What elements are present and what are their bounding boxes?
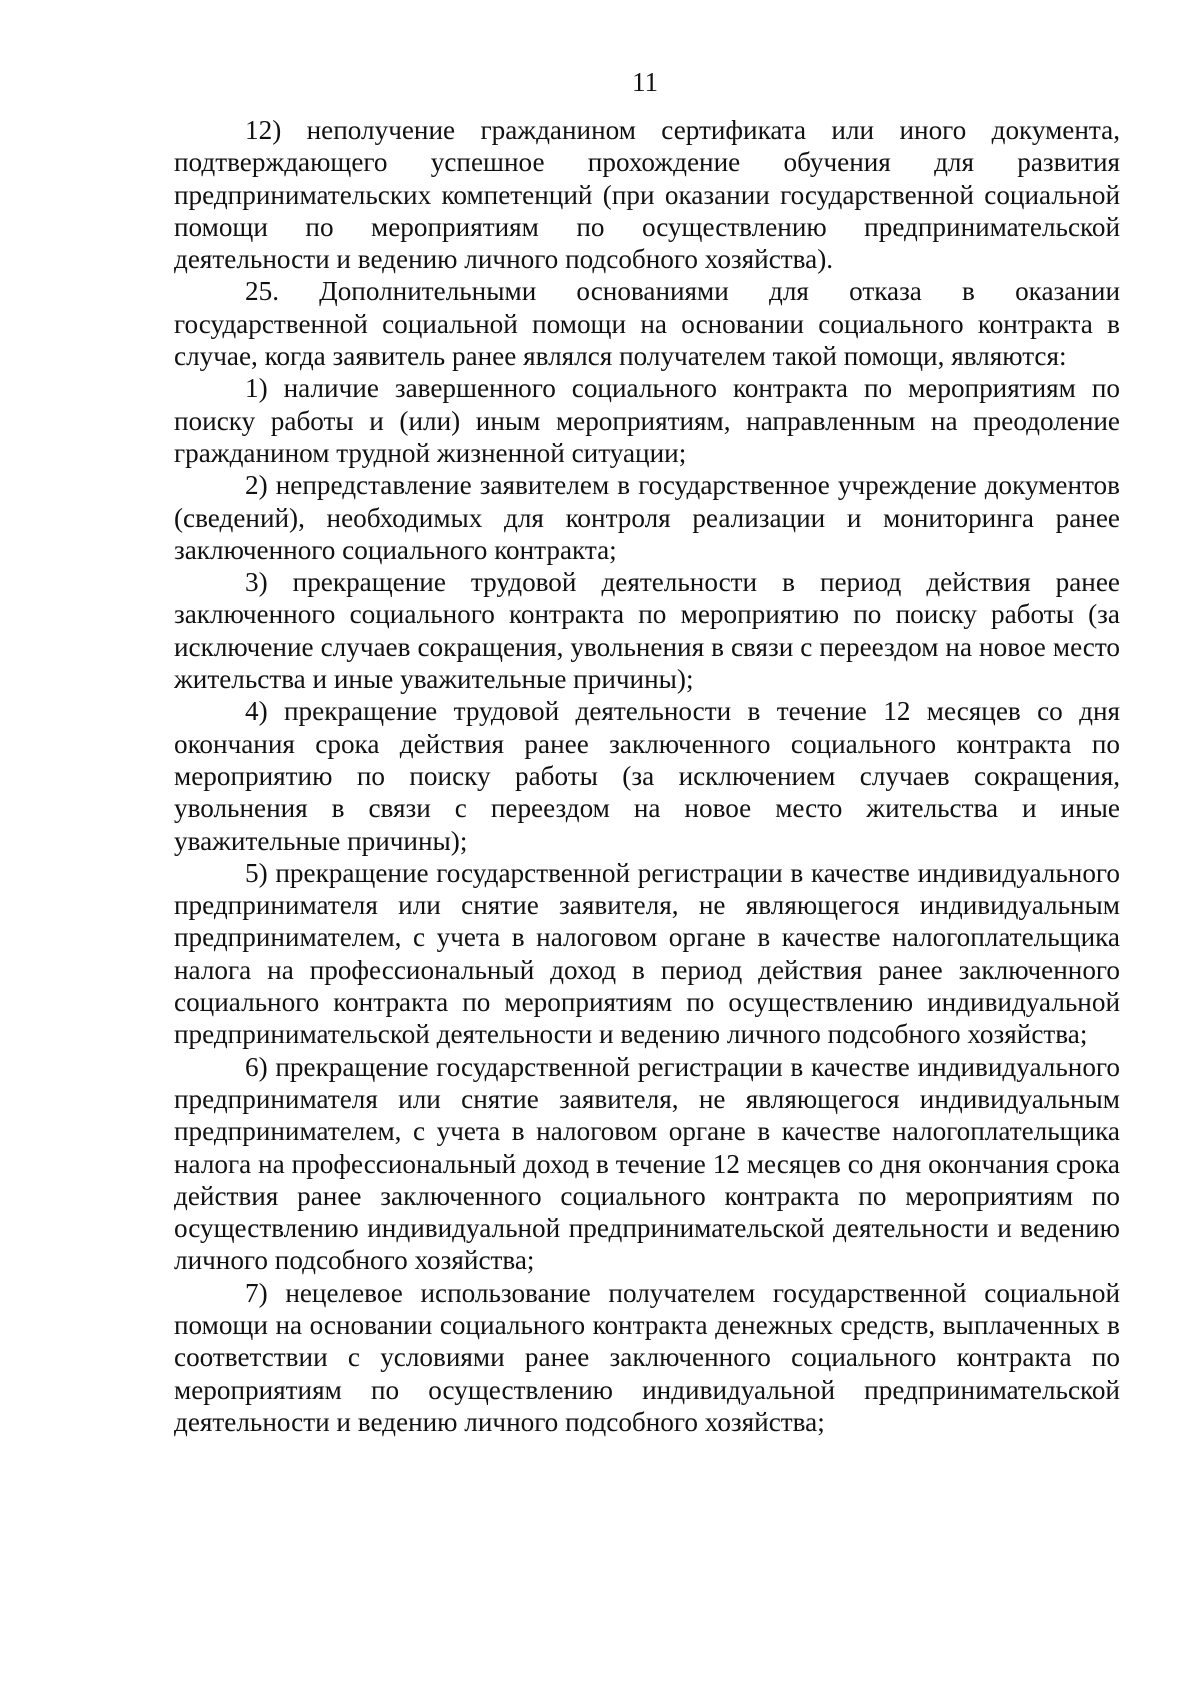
paragraph-item-7: 7) нецелевое использование получателем государственной социальной помощи на основании социального контракта денежных средств, выплаченных в соответствии с условиями ранее заключенного социального контракта по мероприятиям по осуществлению индивидуальной предпринимательской деятельности и ведению личного подсобного хозяйства; <box>174 1277 1120 1437</box>
paragraph-item-12: 12) неполучение гражданином сертификата или иного документа, подтверждающего успешное прохождение обучения для развития предпринимательских компетенций (при оказании государственной социальной помощи по мероприятиям по осуществлению предпринимательской деятельности и ведению личного подсобного хозяйства). <box>174 115 1120 275</box>
page-number: 11 <box>632 67 658 97</box>
document-body <box>174 114 1120 1438</box>
paragraph-item-4: 4) прекращение трудовой деятельности в течение 12 месяцев со дня окончания срока действия ранее заключенного социального контракта по мероприятию по поиску работы (за исключением случаев сокращения, увольнения в связи с переездом на новое место жительства и иные уважительные причины); <box>174 696 1120 856</box>
paragraph-section-25: 25. Дополнительными основаниями для отказа в оказании государственной социальной помощи на основании социального контракта в случае, когда заявитель ранее являлся получателем такой помощи, являются: <box>174 276 1120 372</box>
paragraph-item-3: 3) прекращение трудовой деятельности в период действия ранее заключенного социального контракта по мероприятию по поиску работы (за исключение случаев сокращения, увольнения в связи с переездом на новое место жительства и иные уважительные причины); <box>174 567 1120 695</box>
paragraph-item-1: 1) наличие завершенного социального контракта по мероприятиям по поиску работы и (или) иным мероприятиям, направленным на преодоление гражданином трудной жизненной ситуации; <box>174 373 1120 468</box>
paragraph-item-6: 6) прекращение государственной регистрации в качестве индивидуального предпринимателя или снятие заявителя, не являющегося индивидуальным предпринимателем, с учета в налоговом органе в качестве налогоплательщика налога на профессиональный доход в течение 12 месяцев со дня окончания срока действия ранее заключенного социального контракта по мероприятиям по осуществлению индивидуальной предпринимательской деятельности и ведению личного подсобного хозяйства; <box>174 1051 1120 1276</box>
paragraph-item-5: 5) прекращение государственной регистрации в качестве индивидуального предпринимателя или снятие заявителя, не являющегося индивидуальным предпринимателем, с учета в налоговом органе в качестве налогоплательщика налога на профессиональный доход в период действия ранее заключенного социального контракта по мероприятиям по осуществлению индивидуальной предпринимательской деятельности и ведению личного подсобного хозяйства; <box>174 857 1120 1050</box>
paragraph-item-2: 2) непредставление заявителем в государственное учреждение документов (сведений), необходимых для контроля реализации и мониторинга ранее заключенного социального контракта; <box>174 470 1120 565</box>
